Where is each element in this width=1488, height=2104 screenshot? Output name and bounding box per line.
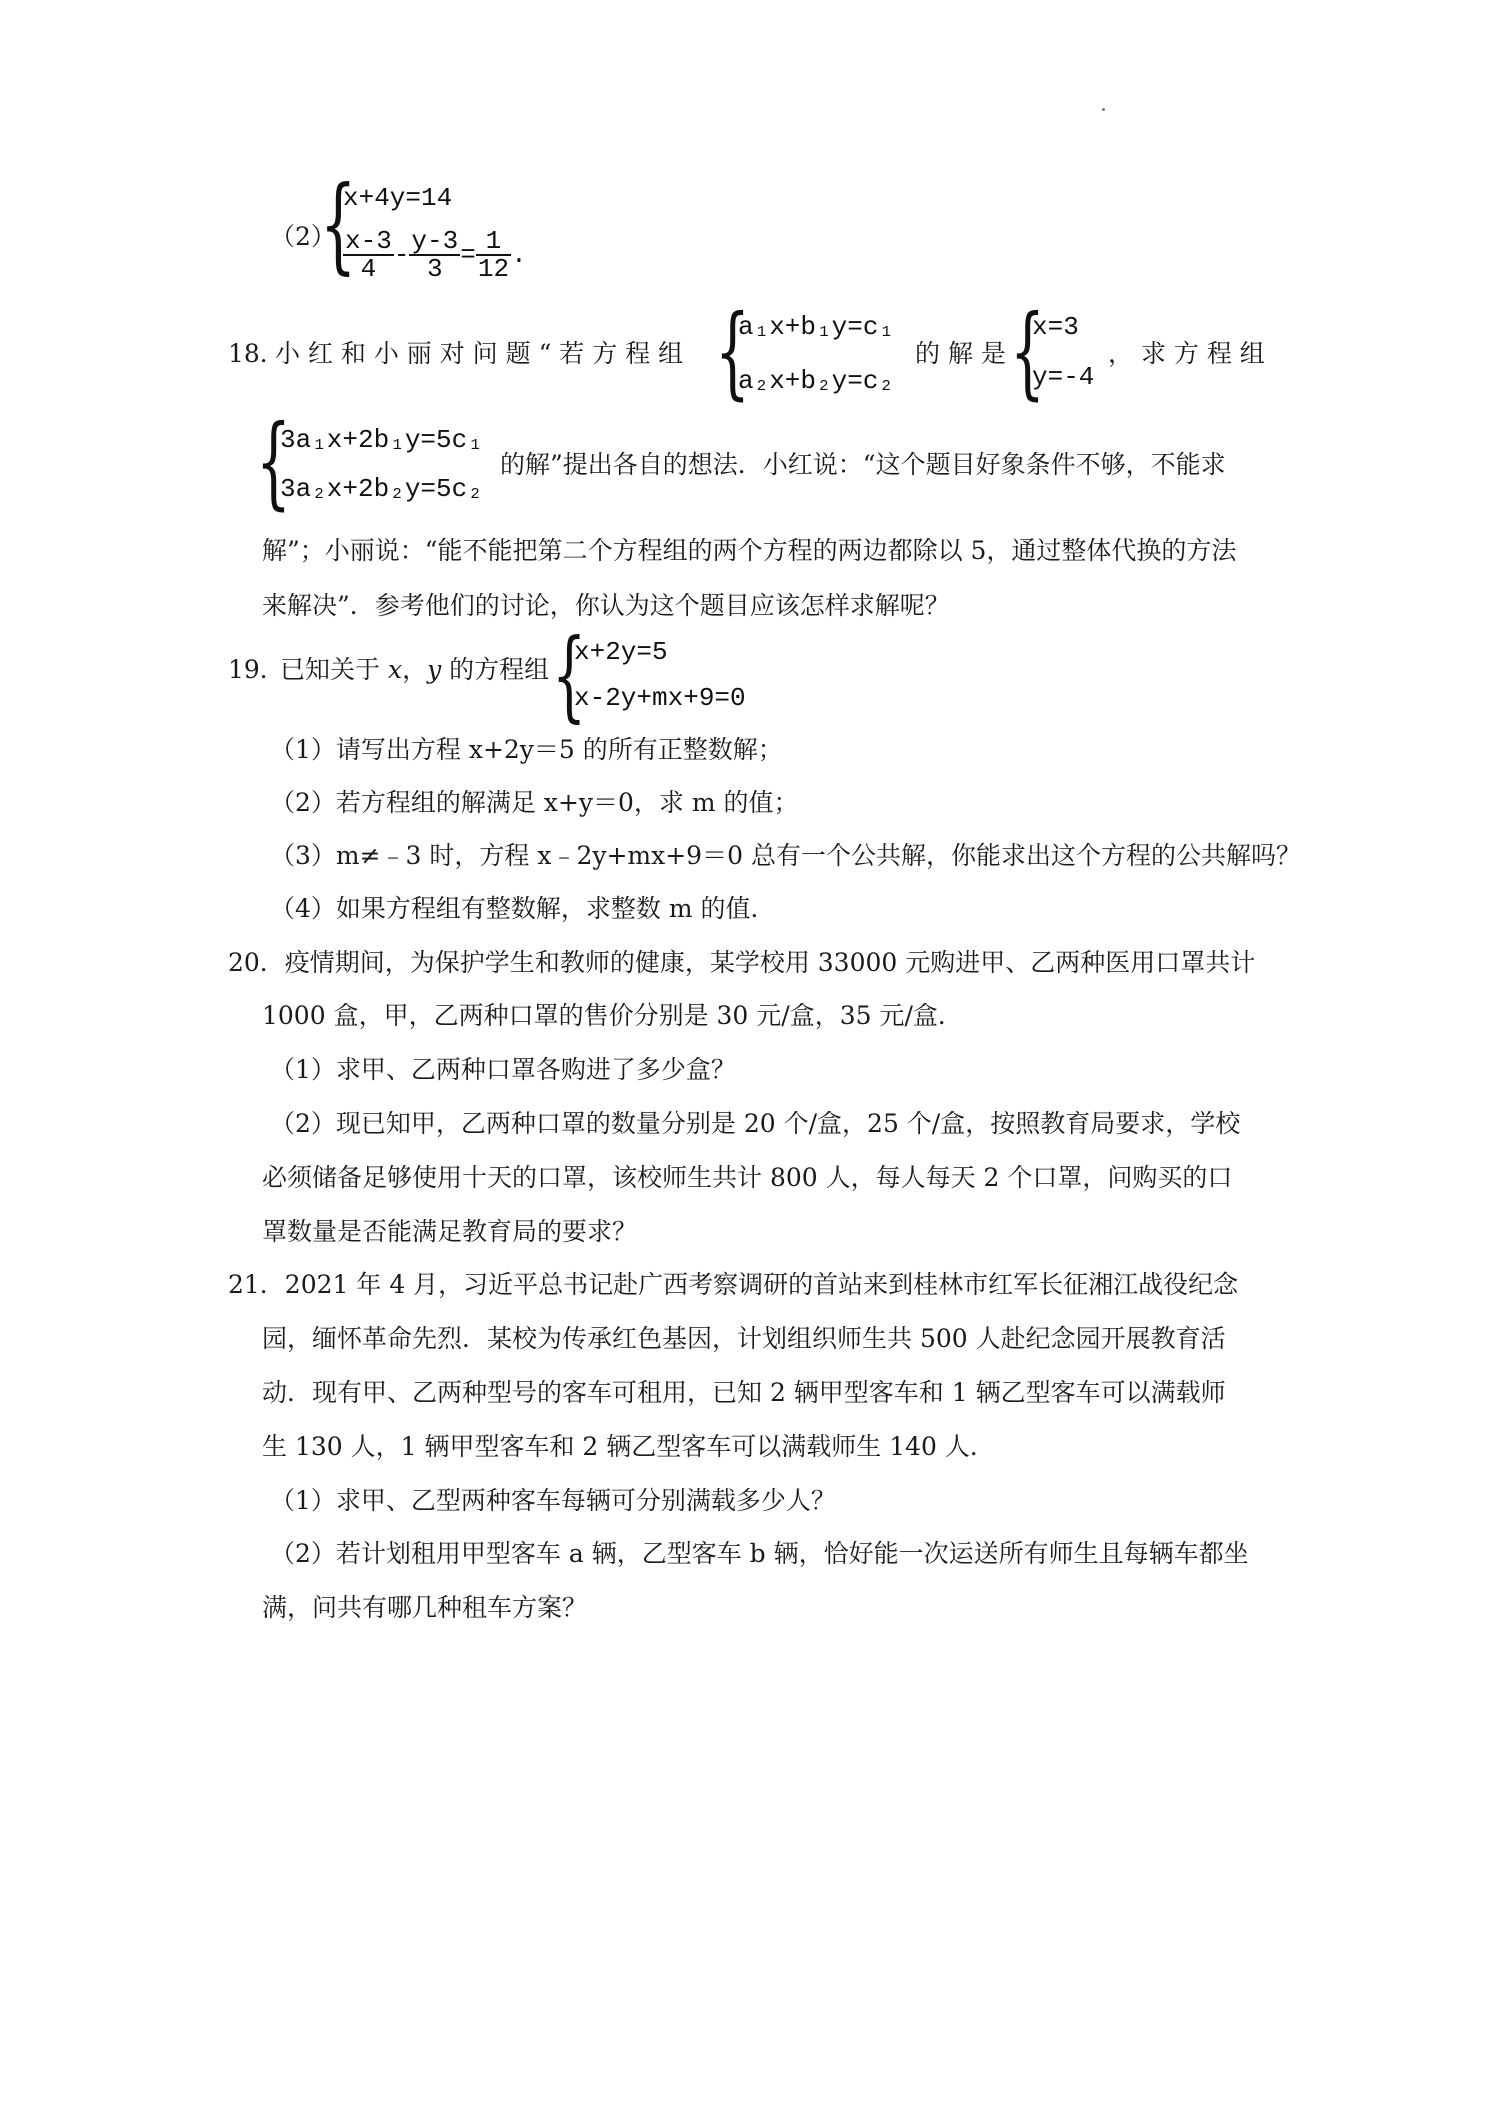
p18-system-a-eq1: a₁x+b₁y=c₁: [738, 312, 895, 342]
scan-mark: [1102, 108, 1105, 111]
p20-line-1: 20．疫情期间，为保护学生和教师的健康，某学校用 33000 元购进甲、乙两种医用口罩共计: [228, 948, 1256, 977]
p19-question-4: （4）如果方程组有整数解，求整数 m 的值．: [270, 894, 776, 923]
p18-system-b-eq1: 3a₁x+2b₁y=5c₁: [280, 425, 483, 455]
p18-text-3: ， 求 方 程 组: [1108, 339, 1265, 368]
p17-brace: {: [320, 163, 357, 285]
p19-brace: {: [552, 619, 587, 733]
p18-solution-x: x=3: [1032, 312, 1079, 342]
p20-question-2-line-1: （2）现已知甲，乙两种口罩的数量分别是 20 个/盒，25 个/盒，按照教育局要求，学校: [270, 1109, 1241, 1138]
p17-equation-1: x+4y=14: [343, 183, 453, 213]
p20-question-2-line-2: 必须储备足够使用十天的口罩，该校师生共计 800 人，每人每天 2 个口罩，问购买的口: [262, 1163, 1233, 1192]
p17-equation-2: $\frac{x-3}{4}$ - $\frac{y-3}{3}$ = $\frac{1}{12}$ .: [345, 226, 527, 284]
p19-number: 19．: [228, 655, 285, 684]
p18-number: 18．: [228, 339, 285, 368]
p19-question-1: （1）请写出方程 x+2y＝5 的所有正整数解；: [270, 735, 783, 764]
p20-question-1: （1）求甲、乙两种口罩各购进了多少盒？: [270, 1055, 736, 1084]
p21-line-3: 动．现有甲、乙两种型号的客车可租用，已知 2 辆甲型客车和 1 辆乙型客车可以满载师: [262, 1378, 1226, 1407]
p21-question-2-line-2: 满，问共有哪几种租车方案？: [262, 1593, 588, 1622]
p19-system-eq2: x-2y+mx+9=0: [574, 683, 746, 713]
p17-fraction-1: $\frac{x-3}{4}$: [345, 226, 392, 284]
p21-question-1: （1）求甲、乙型两种客车每辆可分别满载多少人？: [270, 1486, 836, 1515]
p20-question-2-line-3: 罩数量是否能满足教育局的要求？: [262, 1217, 638, 1246]
p18-line-4: 来解决”．参考他们的讨论，你认为这个题目应该怎样求解呢？: [262, 591, 950, 620]
p21-line-1: 21．2021 年 4 月，习近平总书记赴广西考察调研的首站来到桂林市红军长征湘江战役纪念: [228, 1270, 1239, 1299]
p18-system-a-eq2: a₂x+b₂y=c₂: [738, 366, 895, 396]
p21-question-2-line-1: （2）若计划租用甲型客车 a 辆，乙型客车 b 辆，恰好能一次运送所有师生且每辆车都坐: [270, 1539, 1249, 1568]
p18-brace-a: {: [715, 293, 750, 410]
p18-text-1: 小 红 和 小 丽 对 问 题 “ 若 方 程 组: [275, 339, 684, 368]
p19-intro: 已知关于 x，y 的方程组: [280, 655, 550, 684]
p17-fraction-2: $\frac{y-3}{3}$: [411, 226, 459, 284]
p18-line-3: 解”；小丽说：“能不能把第二个方程组的两个方程的两边都除以 5，通过整体代换的方法: [262, 536, 1237, 565]
p18-system-b-eq2: 3a₂x+2b₂y=5c₂: [280, 474, 483, 504]
p18-solution-y: y=-4: [1032, 362, 1095, 392]
p19-question-3: （3）m≠﹣3 时，方程 x﹣2y+mx+9＝0 总有一个公共解，你能求出这个方程的公共解吗？: [270, 841, 1301, 870]
p18-brace-b: {: [256, 403, 291, 520]
p17-fraction-3: $\frac{1}{12}$: [477, 226, 510, 284]
p18-brace-solution: {: [1010, 293, 1045, 410]
p17-number: （2）: [270, 222, 336, 251]
p18-text-2: 的 解 是: [915, 339, 1006, 368]
p19-question-2: （2）若方程组的解满足 x+y＝0，求 m 的值；: [270, 788, 799, 817]
p19-system-eq1: x+2y=5: [574, 637, 668, 667]
p21-line-4: 生 130 人，1 辆甲型客车和 2 辆乙型客车可以满载师生 140 人．: [262, 1432, 995, 1461]
p20-line-2: 1000 盒，甲，乙两种口罩的售价分别是 30 元/盒，35 元/盒．: [262, 1001, 963, 1030]
p18-text-4: 的解”提出各自的想法．小红说：“这个题目好象条件不够，不能求: [500, 450, 1226, 479]
p21-line-2: 园，缅怀革命先烈．某校为传承红色基因，计划组织师生共 500 人赴纪念园开展教育活: [262, 1324, 1226, 1353]
